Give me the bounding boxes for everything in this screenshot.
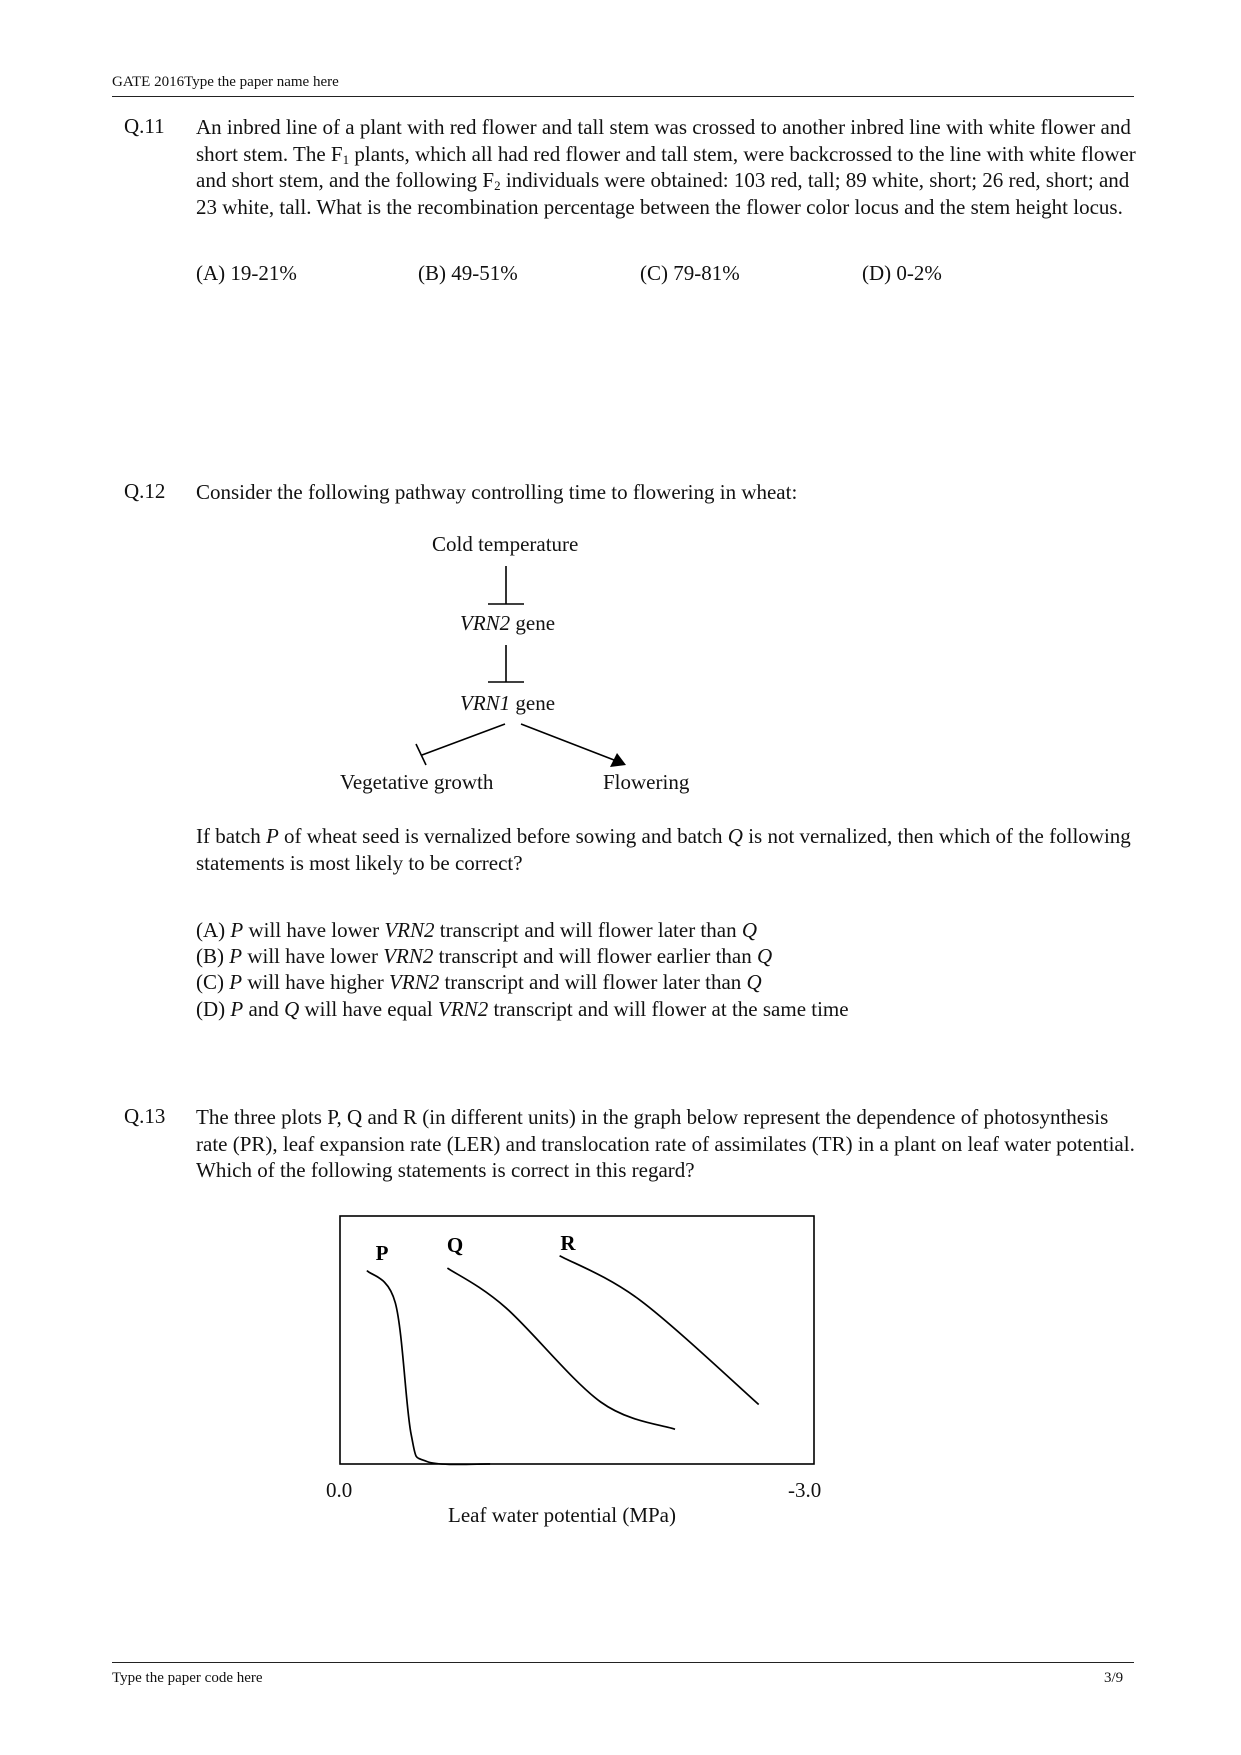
series-line-r	[560, 1256, 759, 1405]
q12-option-a: (A) P will have lower VRN2 transcript and will flower later than Q	[196, 918, 758, 942]
series-label-q: Q	[446, 1233, 464, 1257]
footer-paper-code: Type the paper code here	[112, 1670, 263, 1686]
q11-option-c: (C) 79-81%	[640, 261, 740, 285]
q12-question: If batch P of wheat seed is vernalized before sowing and batch Q is not vernalized, then which of the following statements is most likely to be correct?	[196, 824, 1131, 875]
diagram-node-vegetative: Vegetative growth	[340, 770, 494, 794]
q12-option-c: (C) P will have higher VRN2 transcript and will flower later than Q	[196, 970, 762, 994]
series-line-p	[367, 1271, 490, 1465]
footer-page-number: 3/9	[1104, 1670, 1124, 1686]
q12-option-b: (B) P will have lower VRN2 transcript and will flower earlier than Q	[196, 944, 773, 968]
x-axis-label: Leaf water potential (MPa)	[448, 1503, 676, 1527]
q11-option-b: (B) 49-51%	[418, 261, 518, 285]
page-header: GATE 2016Type the paper name here	[112, 74, 339, 90]
x-tick-label-1: -3.0	[788, 1478, 822, 1502]
chart-frame	[340, 1216, 814, 1464]
series-line-q	[447, 1268, 675, 1429]
series-label-p: P	[375, 1241, 389, 1265]
q11-option-a: (A) 19-21%	[196, 261, 297, 285]
series-label-r: R	[560, 1231, 576, 1255]
q13-text: The three plots P, Q and R (in different units) in the graph below represent the dependence of photosynthesis rate (PR), leaf expansion rate (LER) and translocation rate of assimilates (TR) in a plant on leaf water potential. Which of the following statements is correct in this regard?	[196, 1105, 1135, 1182]
q12-option-d: (D) P and Q will have equal VRN2 transcript and will flower at the same time	[196, 997, 849, 1021]
x-tick-label-0: 0.0	[326, 1478, 353, 1502]
footer-rule	[112, 1662, 1134, 1663]
diagram-node-vrn1: VRN1 gene	[460, 691, 556, 715]
q11-number: Q.11	[124, 114, 165, 138]
q12-intro: Consider the following pathway controlling time to flowering in wheat:	[196, 480, 798, 504]
q11-text: An inbred line of a plant with red flower and tall stem was crossed to another inbred line with white flower and short stem. The $F_1$ plants, which all had red flower and tall stem, were backcrossed to the line with white flower and short stem, and the following $F_2$ individuals were obtained: 103 red, tall; 89 white, short; 26 red, short; and 23 white, tall. What is the recombination percentage between the flower color locus and the stem height locus.	[196, 115, 1136, 219]
diagram-node-flowering: Flowering	[603, 770, 690, 794]
q12-number: Q.12	[124, 479, 166, 503]
diagram-node-vrn2: VRN2 gene	[460, 611, 556, 635]
q11-option-d: (D) 0-2%	[862, 261, 942, 285]
diagram-node-cold: Cold temperature	[432, 532, 579, 556]
q13-number: Q.13	[124, 1104, 166, 1128]
